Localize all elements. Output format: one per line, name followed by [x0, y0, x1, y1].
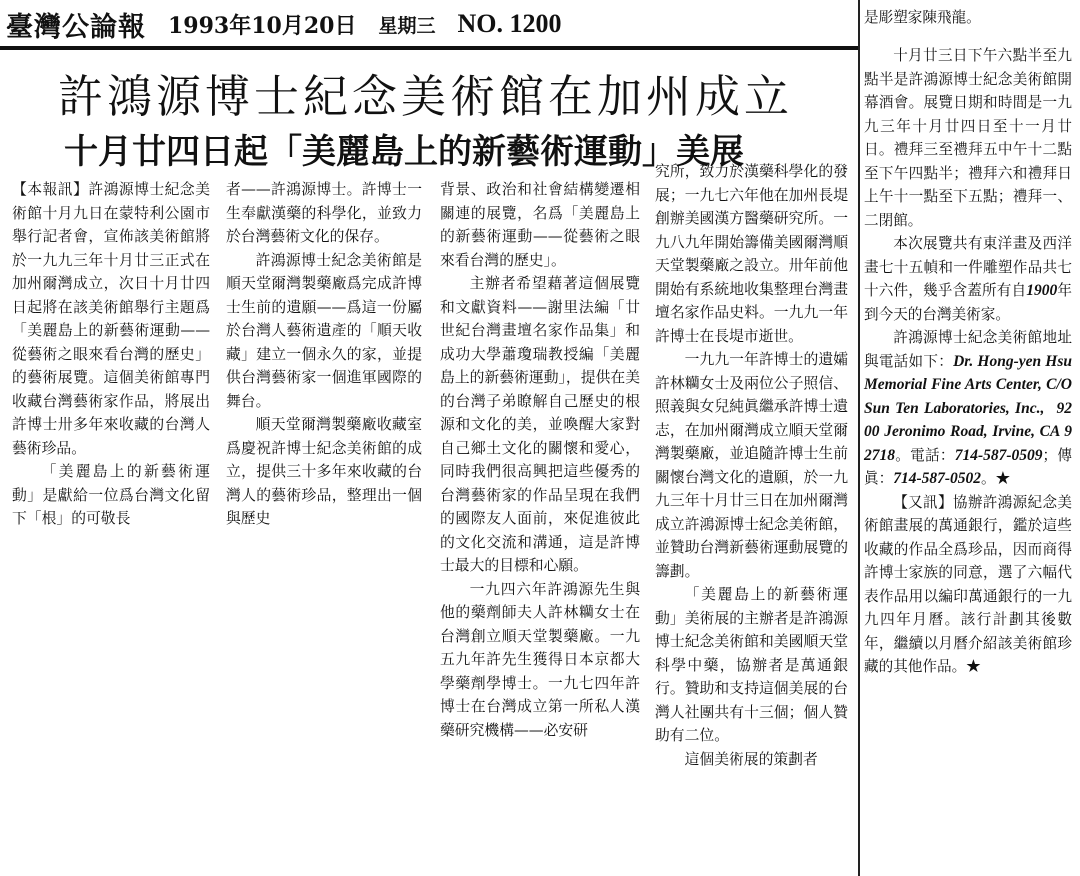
- article-subheadline: 十月廿四日起「美麗島上的新藝術運動」美展: [64, 132, 744, 172]
- article-headline: 許鴻源博士紀念美術館在加州成立: [58, 70, 794, 123]
- text-run: 本次展覽共有東洋畫及西洋畫七十五幀和一件雕塑作品共七十六件，幾乎含蓋所有自: [864, 235, 1072, 299]
- address-line-2: 9200 Jeronimo Road, Irvine, CA 92718: [864, 399, 1072, 464]
- telephone-number: 714-587-0509: [954, 446, 1043, 464]
- column-separator: [858, 0, 860, 876]
- paragraph: 十月廿三日下午六點半至九點半是許鴻源博士紀念美術館開幕酒會。展覽日期和時間是一九九三年十月廿四日至十一月廿日。禮拜三至禮拜五中午十二點至下午四點半；禮拜六和禮拜日上午十一點至下五點；禮拜一、二閉館。: [864, 47, 1072, 229]
- article-column-2: [226, 178, 422, 531]
- address-line-1: Dr. Hong-yen Hsu Memorial Fine Arts Center, C/O Sun Ten Laboratories, Inc.,: [864, 352, 1072, 417]
- masthead: [6, 4, 856, 44]
- column-5-lead: 是彫塑家陳飛龍。: [864, 9, 981, 26]
- fax-label: ；傳眞：: [864, 446, 1072, 487]
- article-column-4: [655, 160, 848, 771]
- text-run: 年到今天的台灣美術家。: [864, 282, 1072, 323]
- issue-number: NO. 1200: [457, 9, 562, 38]
- paragraph: 「美麗島上的新藝術運動」是獻給一位爲台灣文化留下「根」的可敬長: [12, 463, 210, 527]
- text-run: 許鴻源博士紀念美術館地址與電話如下：: [864, 329, 1072, 370]
- article-column-3: [440, 178, 640, 742]
- newspaper-name: 臺灣公論報: [6, 11, 146, 43]
- paragraph: 主辦者希望藉著這個展覽和文獻資料——謝里法編「廿世紀台灣畫壇名家作品集」和成功大學蕭瓊瑞教授編「美麗島上的新藝術運動」，提供在美的台灣子弟瞭解自己歷史的根源和文化的美，並喚醒大家對自己鄉土文化的關懷和愛心，同時我們很高興把這些優秀的台灣藝術家的作品呈現在我們的國際友人面前，來促進彼此的文化交流和溝通，這是許博士最大的目標和心願。: [440, 275, 640, 574]
- paragraph: 這個美術展的策劃者: [684, 750, 818, 768]
- masthead-rule: [0, 46, 858, 50]
- text-run: 。★: [981, 470, 1011, 487]
- year-text: 1900: [1026, 282, 1058, 299]
- paragraph: 「美麗島上的新藝術運動」美術展的主辦者是許鴻源博士紀念美術館和美國順天堂科學中藥，協辦者是萬通銀行。贊助和支持這個美展的台灣人社團共有十三個；個人贊助有二位。: [655, 586, 848, 744]
- paragraph: 者——許鴻源博士。許博士一生奉獻漢藥的科學化，並致力於台灣藝術文化的保存。: [226, 181, 422, 245]
- paragraph: 【又訊】協辦許鴻源紀念美術館畫展的萬通銀行，鑑於這些收藏的作品全爲珍品，因而商得許博士家族的同意，選了六幅代表作品用以編印萬通銀行的一九九四年月曆。該行計劃其後數年，繼續以月曆介紹該美術館珍藏的其他作品。★: [864, 493, 1072, 675]
- address-paragraph: [864, 326, 1072, 491]
- article-column-1: [12, 178, 210, 531]
- paragraph: 一九九一年許博士的遺孀許林𥽼女士及兩位公子照信、照義與女兒純眞繼承許博士遺志，在加州爾灣成立順天堂爾灣製藥廠，並追隨許博士生前關懷台灣文化的遺願，於一九九三年十月廿三日在加州爾灣成立許鴻源博士紀念美術館，並贊助台灣新藝術運動展覽的籌劃。: [655, 351, 848, 580]
- paragraph: 一九四六年許鴻源先生與他的藥劑師夫人許林𥽼女士在台灣創立順天堂製藥廠。一九五九年許先生獲得日本京都大學藥劑學博士。一九七四年許博士在台灣成立第一所私人漢藥研究機構——必安研: [440, 580, 640, 739]
- paragraph: 背景、政治和社會結構變遷相關連的展覽，名爲「美麗島上的新藝術運動——從藝術之眼來看台灣的歷史」。: [440, 181, 640, 269]
- paragraph: 【本報訊】許鴻源博士紀念美術館十月九日在蒙特利公園市舉行記者會，宣佈該美術館將於一九九三年十月廿三正式在加州爾灣成立，次日十月廿四日起將在該美術館舉行主題爲「美麗島上的新藝術運動——從藝術之眼來看台灣的歷史」的藝術展覽。這個美術館專門收藏台灣藝術家作品，將展出許博士卅多年來收藏的台灣人藝術珍品。: [12, 181, 210, 457]
- issue-weekday: 星期三: [378, 14, 436, 37]
- paragraph: 許鴻源博士紀念美術館是順天堂爾灣製藥廠爲完成許博士生前的遺願——爲這一份屬於台灣人藝術遺產的「順天收藏」建立一個永久的家，並提供台灣藝術家一個進軍國際的舞台。: [226, 251, 422, 410]
- fax-number: 714-587-0502: [893, 470, 982, 487]
- paragraph: 究所，致力於漢藥科學化的發展；一九七六年他在加州長堤創辦美國漢方醫藥研究所。一九八九年開始籌備美國爾灣順天堂製藥廠之設立。卅年前他開始有系統地收集整理台灣畫壇名家作品史料。一九九一年許博士在長堤市逝世。: [655, 163, 848, 345]
- issue-date: 1993年10月20日: [168, 12, 357, 39]
- article-column-5: [864, 44, 1072, 679]
- tel-label: 。電話：: [895, 446, 955, 464]
- paragraph: 順天堂爾灣製藥廠收藏室爲慶祝許博士紀念美術館的成立，提供三十多年來收藏的台灣人的藝術珍品，整理出一個與歷史: [226, 416, 422, 527]
- paragraph: [864, 232, 1072, 326]
